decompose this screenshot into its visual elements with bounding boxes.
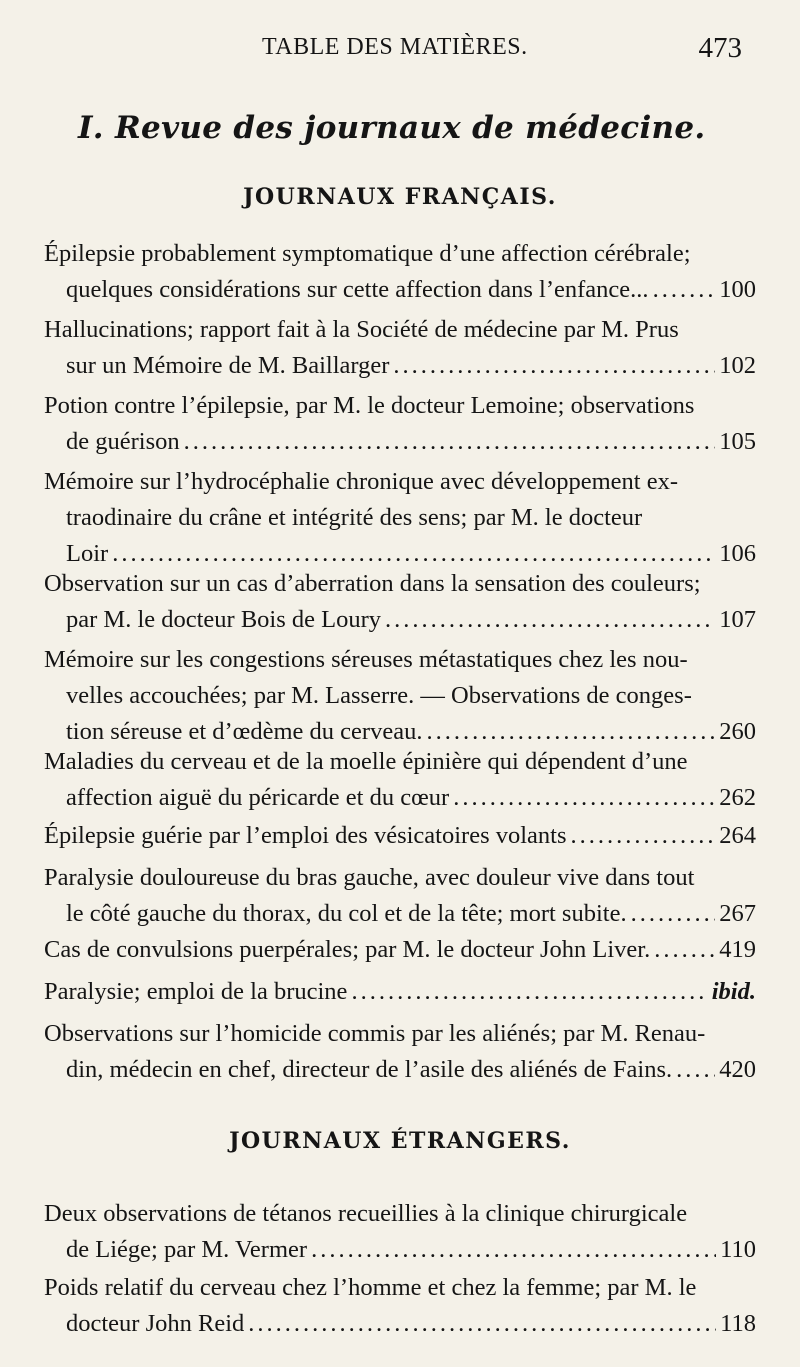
toc-entry-text: tion séreuse et d’œdème du cerveau.	[66, 718, 423, 745]
toc-entry-line	[44, 974, 756, 1010]
toc-entry	[44, 642, 756, 750]
toc-entry-text: Observation sur un cas d’aberration dans la sensation des couleurs;	[44, 570, 701, 597]
toc-entry-text: Paralysie; emploi de la brucine	[44, 978, 348, 1005]
toc-entry	[44, 312, 756, 384]
toc-entry-line	[44, 272, 756, 308]
toc-entry-page: 267	[719, 900, 756, 927]
toc-entry	[44, 974, 756, 1010]
toc-entry	[44, 818, 756, 854]
dot-leader	[248, 1306, 716, 1342]
toc-entry-line	[44, 896, 756, 932]
toc-entry	[44, 388, 756, 460]
page-number: 473	[698, 32, 742, 64]
toc-entry-text: Paralysie douloureuse du bras gauche, avec douleur vive dans tout	[44, 864, 695, 891]
toc-entry	[44, 236, 756, 308]
toc-entry-line	[44, 678, 756, 714]
toc-entry-text: Épilepsie probablement symptomatique d’une affection cérébrale;	[44, 240, 691, 267]
toc-entry-line	[44, 1306, 756, 1342]
toc-entry-text: affection aiguë du péricarde et du cœur	[66, 784, 450, 811]
toc-entry-text: Deux observations de tétanos recueillies à la clinique chirurgicale	[44, 1200, 688, 1227]
toc-entry-line	[44, 388, 756, 424]
toc-entry-page: 420	[719, 1056, 756, 1083]
toc-entry	[44, 566, 756, 638]
toc-entry-page: 100	[719, 276, 756, 303]
toc-entry	[44, 744, 756, 816]
toc-entry	[44, 1270, 756, 1342]
running-head	[0, 34, 800, 74]
toc-entry-line	[44, 602, 756, 638]
toc-entry-line	[44, 780, 756, 816]
toc-entry-text: de Liége; par M. Vermer	[66, 1236, 308, 1263]
toc-entry-line	[44, 744, 756, 780]
toc-entry-line	[44, 464, 756, 500]
toc-entry-line	[44, 860, 756, 896]
toc-entry-text: Poids relatif du cerveau chez l’homme et chez la femme; par M. le	[44, 1274, 697, 1301]
dot-leader	[184, 424, 716, 460]
toc-entry-line	[44, 932, 756, 968]
running-head-title: TABLE DES MATIÈRES.	[262, 34, 528, 60]
dot-leader	[351, 974, 707, 1010]
toc-entry	[44, 1016, 756, 1088]
dot-leader	[571, 818, 716, 854]
subsection-french-journals: JOURNAUX FRANÇAIS.	[243, 184, 557, 210]
section-title: I. Revue des journaux de médecine.	[78, 110, 706, 146]
toc-entry-line	[44, 1016, 756, 1052]
toc-entry-text: velles accouchées; par M. Lasserre. — Observations de conges-	[66, 682, 692, 709]
toc-entry	[44, 464, 756, 572]
toc-entry-line	[44, 818, 756, 854]
toc-entry-text: Mémoire sur les congestions séreuses métastatiques chez les nou-	[44, 646, 688, 673]
dot-leader	[631, 896, 716, 932]
dot-leader	[385, 602, 715, 638]
dot-leader	[393, 348, 715, 384]
toc-entry-text: Observations sur l’homicide commis par les aliénés; par M. Renau-	[44, 1020, 706, 1047]
toc-entry-page: 110	[720, 1236, 756, 1263]
toc-entry-page: 260	[719, 718, 756, 745]
toc-entry-page: 419	[719, 936, 756, 963]
toc-entry-page: 107	[719, 606, 756, 633]
toc-entry-line	[44, 1196, 756, 1232]
dot-leader	[653, 272, 716, 308]
toc-entry-text: Cas de convulsions puerpérales; par M. le docteur John Liver.	[44, 936, 651, 963]
toc-entry-line	[44, 566, 756, 602]
toc-entry-text: par M. le docteur Bois de Loury	[66, 606, 382, 633]
toc-entry-text: Potion contre l’épilepsie, par M. le docteur Lemoine; observations	[44, 392, 695, 419]
toc-entry-text: traodinaire du crâne et intégrité des sens; par M. le docteur	[66, 504, 643, 531]
toc-entry-text: din, médecin en chef, directeur de l’asile des aliénés de Fains.	[66, 1056, 673, 1083]
toc-entry-text: Maladies du cerveau et de la moelle épinière qui dépendent d’une	[44, 748, 688, 775]
toc-entry-text: le côté gauche du thorax, du col et de la tête; mort subite.	[66, 900, 627, 927]
toc-entry-page: 118	[720, 1310, 756, 1337]
toc-entry-page: ibid.	[711, 978, 756, 1005]
toc-entry-page: 264	[719, 822, 756, 849]
dot-leader	[311, 1232, 716, 1268]
toc-entry-text: de guérison	[66, 428, 180, 455]
toc-entry-line	[44, 348, 756, 384]
toc-entry-line	[44, 236, 756, 272]
toc-entry-line	[44, 1270, 756, 1306]
toc-entry-text: Épilepsie guérie par l’emploi des vésicatoires volants	[44, 822, 567, 849]
toc-entry-line	[44, 312, 756, 348]
toc-entry-text: sur un Mémoire de M. Baillarger	[66, 352, 390, 379]
toc-entry-text: Hallucinations; rapport fait à la Société de médecine par M. Prus	[44, 316, 679, 343]
toc-entry-line	[44, 1052, 756, 1088]
toc-entry	[44, 860, 756, 932]
subsection-foreign-journals: JOURNAUX ÉTRANGERS.	[229, 1128, 571, 1154]
toc-entry-text: Loir	[66, 540, 109, 567]
toc-entry-text: docteur John Reid	[66, 1310, 245, 1337]
toc-entry-page: 106	[719, 540, 756, 567]
toc-entry-page: 102	[719, 352, 756, 379]
toc-entry-line	[44, 424, 756, 460]
toc-entry-text: quelques considérations sur cette affection dans l’enfance...	[66, 276, 649, 303]
toc-entry-line	[44, 1232, 756, 1268]
toc-entry-line	[44, 642, 756, 678]
dot-leader	[676, 1052, 715, 1088]
toc-entry-text: Mémoire sur l’hydrocéphalie chronique avec développement ex-	[44, 468, 679, 495]
toc-entry-page: 262	[719, 784, 756, 811]
toc-entry	[44, 1196, 756, 1268]
toc-entry-page: 105	[719, 428, 756, 455]
toc-entry	[44, 932, 756, 968]
dot-leader	[453, 780, 715, 816]
toc-entry-line	[44, 500, 756, 536]
dot-leader	[654, 932, 715, 968]
